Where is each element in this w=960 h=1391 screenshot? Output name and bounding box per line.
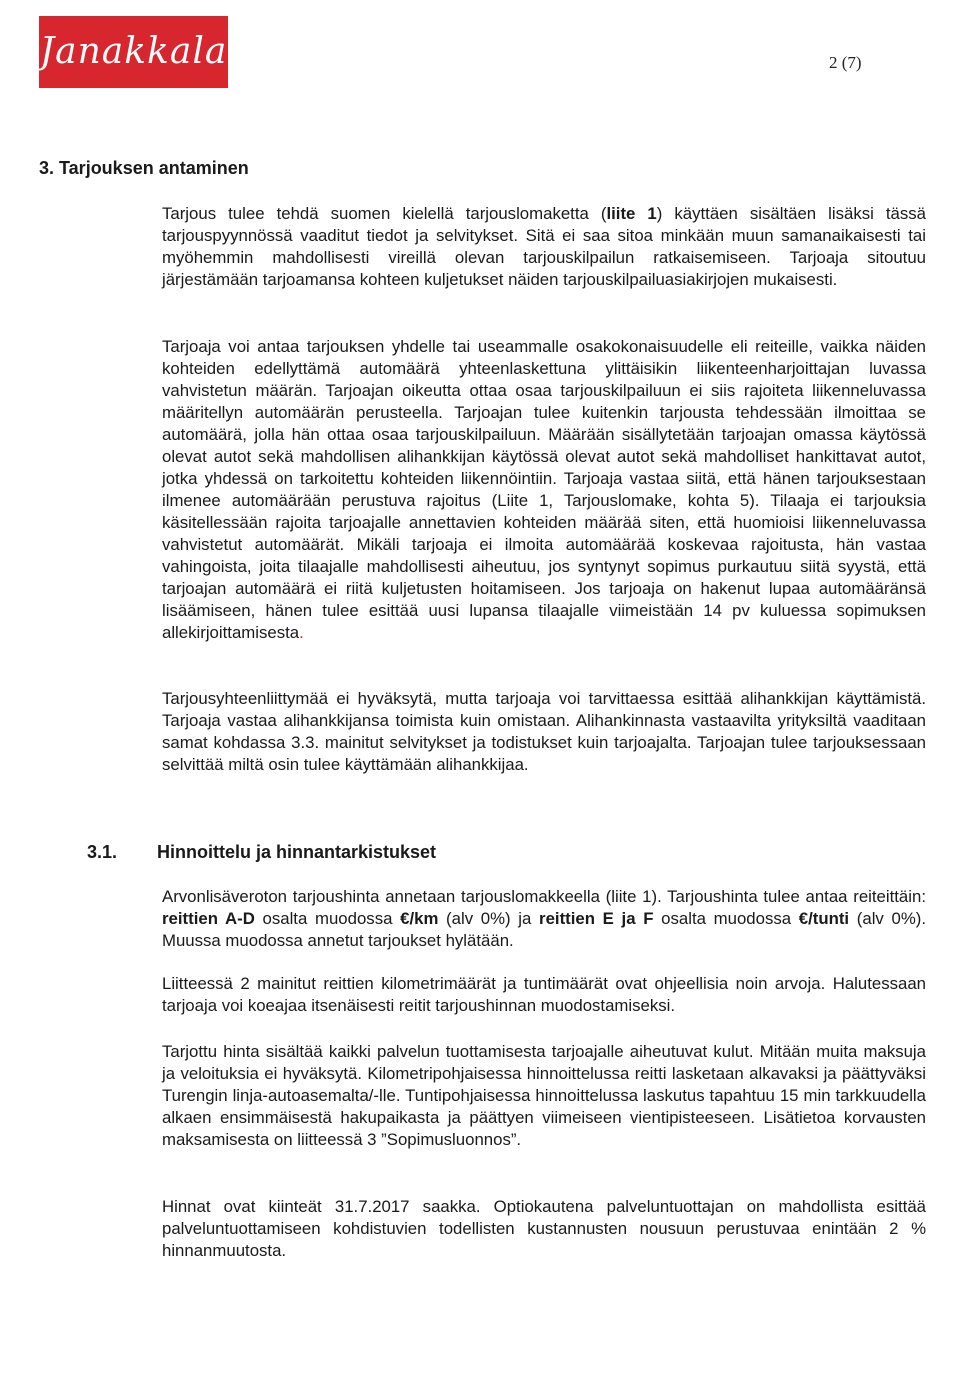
paragraph: Tarjousyhteenliittymää ei hyväksytä, mutta tarjoaja voi tarvittaessa esittää alihankkijan käyttämistä. Tarjoaja vastaa alihankkijansa toimista kuin omistaan. Alihankinnasta vastaavilta yrityksiltä vaaditaan samat kohdassa 3.3. mainitut selvitykset ja todistukset kuin tarjoajalta. Tarjoajan tulee tarjouksessaan selvittää miltä osin tulee käyttämään alihankkijaa.: [162, 689, 926, 774]
paragraph: Tarjoaja voi antaa tarjouksen yhdelle tai useammalle osakokonaisuudelle eli reiteille, vaikka näiden kohteiden edellyttämä automäärä yhteenlaskettuna ylittäisikin liikenteenharjoittajan luvassa vahvistetun määrän. Tarjoajan oikeutta ottaa osaa tarjouskilpailuun ei siis rajoiteta liikenneluvassa määritellyn automäärän perusteella. Tarjoajan tulee kuitenkin tarjousta tehdessään ilmoittaa se automäärä, jolla hän ottaa osaa tarjouskilpailuun. Määrään sisällytetään tarjoajan omassa käytössä olevat autot sekä mahdollisen alihankkijan käytössä olevat autot sekä mahdolliset hankittavat autot, jotka yhdessä on tarkoitettu kohteiden liikennöintiin. Tarjoaja vastaa siitä, että hänen tarjouksestaan ilmenee automäärään perustuva rajoitus (Liite 1, Tarjouslomake, kohta 5). Tilaaja ei tarjouksia käsitellessään rajoita tarjoajalle annettavien kohteiden määrää siten, että huomioisi liikenneluvassa vahvistetut automäärät. Mikäli tarjoaja ei ilmoita automäärää koskevaa rajoitusta, hän vastaa vahingoista, joita tilaajalle mahdollisesti aiheutuu, jos syntynyt sopimus purkautuu siitä syystä, että tarjoajan automäärä ei riitä kuljetusten hoitamiseen. Jos tarjoaja on hakenut lupaa automääränsä lisäämiseen, hänen tulee esittää uusi lupansa tilaajalle viimeistään 14 pv kuluessa sopimuksen allekirjoittamisesta.: [162, 337, 926, 642]
section-heading: 3. Tarjouksen antaminen: [39, 158, 249, 178]
subsection-number: 3.1.: [87, 842, 118, 862]
subsection-title: Hinnoittelu ja hinnantarkistukset: [157, 842, 437, 862]
paragraph: Arvonlisäveroton tarjoushinta annetaan tarjouslomakkeella (liite 1). Tarjoushinta tulee antaa reiteittäin: reittien A-D osalta muodossa €/km (alv 0%) ja reittien E ja F osalta muodossa €/tunti (alv 0%). Muussa muodossa annetut tarjoukset hylätään.: [162, 887, 927, 950]
paragraph: Liitteessä 2 mainitut reittien kilometrimäärät ja tuntimäärät ovat ohjeellisia noin arvoja. Halutessaan tarjoaja voi koeajaa itsenäisesti reitit tarjoushinnan muodostamiseksi.: [162, 974, 926, 1015]
paragraph: Tarjous tulee tehdä suomen kielellä tarjouslomaketta (liite 1) käyttäen sisältäen lisäksi tässä tarjouspyynnössä vaaditut tiedot ja selvitykset. Sitä ei saa sitoa minkään muun samanaikaisesti tai myöhemmin mahdollisesti vireillä olevan tarjouskilpailun ratkaisemiseen. Tarjoaja sitoutuu järjestämään tarjoamansa kohteen kuljetukset näiden tarjouskilpailuasiakirjojen mukaisesti.: [162, 204, 927, 289]
paragraph: Hinnat ovat kiinteät 31.7.2017 saakka. Optiokautena palveluntuottajan on mahdollista esittää palveluntuottamiseen kohdistuvien todellisten kustannusten nousuun perustuvaa enintään 2 % hinnanmuutosta.: [162, 1197, 926, 1260]
logo-text: Janakkala: [39, 31, 228, 72]
janakkala-logo: [39, 16, 228, 88]
page-number: 2 (7): [829, 53, 862, 72]
paragraph: Tarjottu hinta sisältää kaikki palvelun tuottamisesta tarjoajalle aiheutuvat kulut. Mitään muita maksuja ja veloituksia ei hyväksytä. Kilometripohjaisessa hinnoittelussa reitti lasketaan alkavaksi ja päättyväksi Turengin linja-autoasemalta/-lle. Tuntipohjaisessa hinnoittelussa laskutus tapahtuu 15 min tarkkuudella alkaen ensimmäisestä hakupaikasta ja päättyen viimeiseen vientipisteeseen. Lisätietoa korvausten maksamisesta on liitteessä 3 ”Sopimusluonnos”.: [162, 1042, 926, 1149]
